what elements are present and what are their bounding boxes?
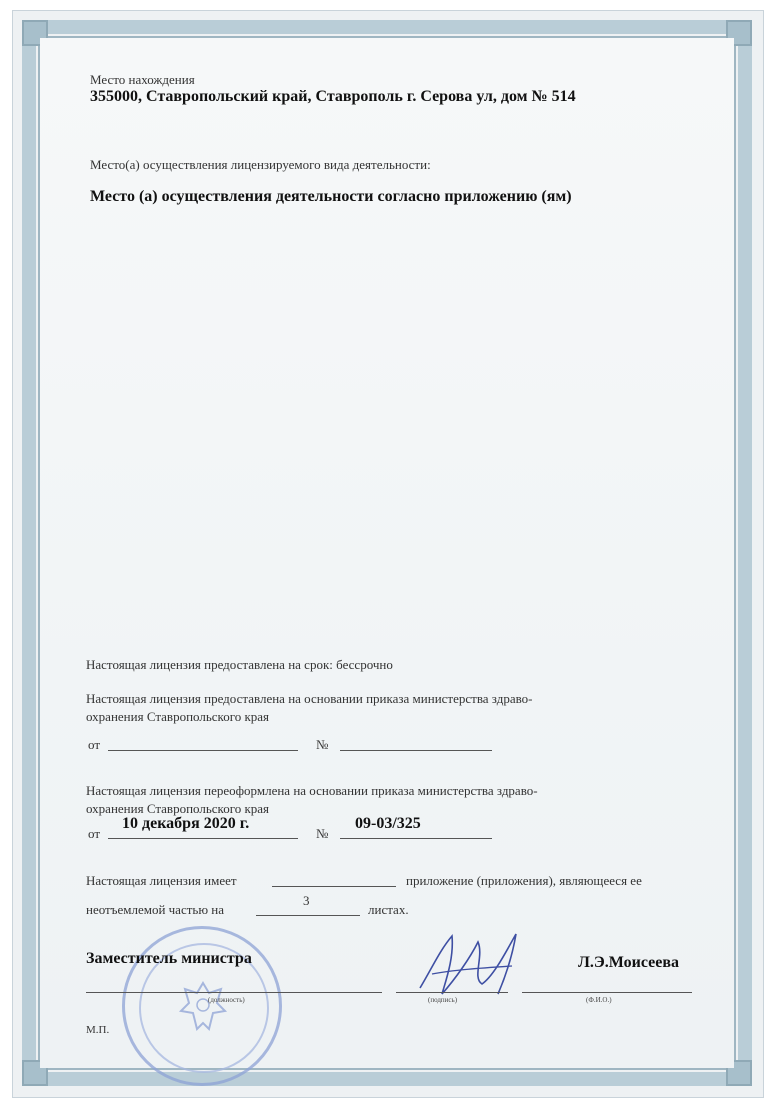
appendix-line-1-end: приложение (приложения), являющееся ее	[406, 873, 642, 888]
appendix-blank-line	[272, 886, 396, 887]
activity-place-value: Место (а) осуществления деятельности согласно приложению (ям)	[90, 188, 572, 205]
reissue-number-line	[340, 838, 492, 839]
appendix-line-2-start: неотъемлемой частью на	[86, 902, 225, 917]
grant-line-1: Настоящая лицензия предоставлена на основании приказа министерства здраво-	[86, 691, 533, 706]
grant-date-line	[108, 750, 298, 751]
location-label: Место нахождения	[90, 72, 195, 87]
appendix-line-1-start: Настоящая лицензия имеет	[86, 873, 237, 888]
handwritten-signature	[412, 928, 528, 1002]
appendix-line-2-end: листах.	[368, 902, 409, 917]
signatory-position: Заместитель министра	[86, 950, 252, 967]
signatory-name: Л.Э.Моисеева	[578, 954, 680, 971]
activity-place-label: Место(а) осуществления лицензируемого вида деятельности:	[90, 157, 431, 172]
name-line	[522, 992, 692, 993]
signature-caption: (подпись)	[428, 996, 458, 1004]
position-caption: (должность)	[208, 996, 245, 1004]
reissue-from-label: от	[88, 826, 101, 841]
license-term: Настоящая лицензия предоставлена на срок: бессрочно	[86, 657, 393, 672]
position-line	[86, 992, 382, 993]
reissue-number: 09-03/325	[355, 815, 421, 832]
appendix-count-line	[256, 915, 360, 916]
grant-from-label: от	[88, 737, 101, 752]
reissue-date: 10 декабря 2020 г.	[122, 815, 250, 832]
location-value: 355000, Ставропольский край, Ставрополь г. Серова ул, дом № 514	[90, 88, 576, 105]
grant-number-label: №	[316, 737, 329, 752]
appendix-sheet-count: 3	[303, 893, 310, 908]
grant-number-line	[340, 750, 492, 751]
seal-mark: М.П.	[86, 1024, 110, 1036]
reissue-date-line	[108, 838, 298, 839]
reissue-line-1: Настоящая лицензия переоформлена на основании приказа министерства здраво-	[86, 783, 538, 798]
reissue-number-label: №	[316, 826, 329, 841]
name-caption: (Ф.И.О.)	[586, 996, 612, 1004]
eagle-emblem-icon	[175, 977, 231, 1037]
grant-line-2: охранения Ставропольского края	[86, 709, 270, 724]
signature-line	[396, 992, 508, 993]
reissue-line-2: охранения Ставропольского края	[86, 801, 270, 816]
